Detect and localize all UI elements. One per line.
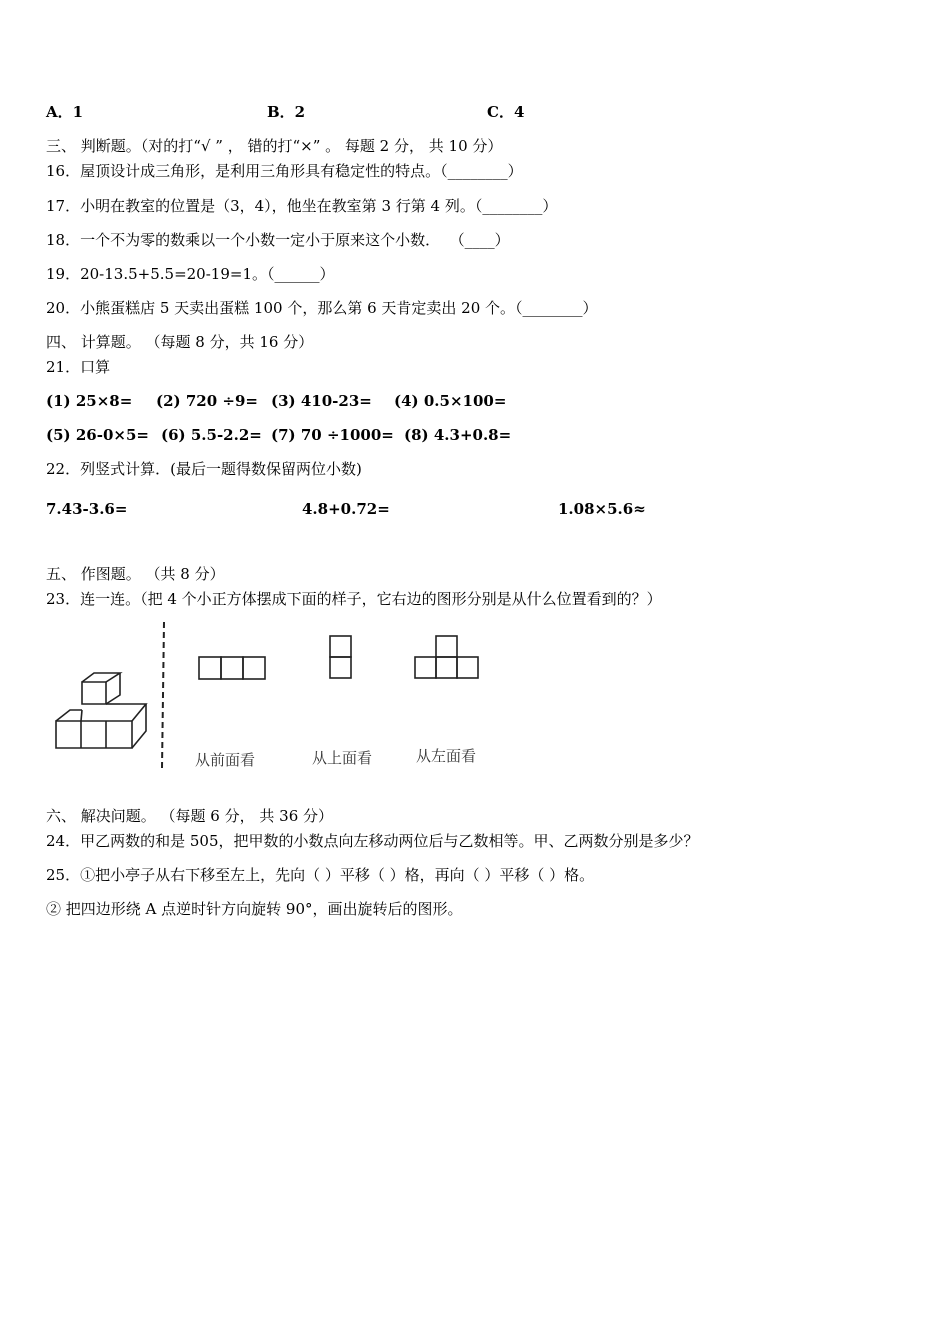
oral-item: (6) 5.5-2.2= <box>161 426 262 444</box>
vertical-calc-item: 4.8+0.72= <box>302 500 390 518</box>
oral-item: (7) 70 ÷1000= <box>271 426 394 444</box>
question-20: 20．小熊蛋糕店 5 天卖出蛋糕 100 个，那么第 6 天肯定卖出 20 个。（________） <box>46 299 598 317</box>
question-24: 24．甲乙两数的和是 505，把甲数的小数点向左移动两位后与乙数相等。甲、乙两数分别是多少？ <box>46 832 699 850</box>
cube-stack-drawing <box>56 673 146 748</box>
question-19: 19．20-13.5+5.5=20-19=1。（______） <box>46 265 335 283</box>
vertical-calc-item: 1.08×5.6≈ <box>558 500 646 518</box>
left-view-shape <box>415 636 478 678</box>
choice-a: A．1 <box>46 103 84 121</box>
oral-item: (2) 720 ÷9= <box>156 392 258 410</box>
oral-item: (8) 4.3+0.8= <box>404 426 512 444</box>
oral-item: (5) 26-0×5= <box>46 426 149 444</box>
section-4-heading: 四、 计算题。 （每题 8 分，共 16 分） <box>46 333 314 351</box>
question-25: 25．①把小亭子从右下移至左上，先向（ ）平移（ ）格，再向（ ）平移（ ）格。 <box>46 866 595 884</box>
question-22: 22．列竖式计算．(最后一题得数保留两位小数) <box>46 460 362 478</box>
question-17: 17．小明在教室的位置是（3，4），他坐在教室第 3 行第 4 列。（________） <box>46 197 558 215</box>
question-16: 16．屋顶设计成三角形，是利用三角形具有稳定性的特点。（________） <box>46 162 523 180</box>
label-top-view: 从上面看 <box>312 749 373 767</box>
oral-item: (3) 410-23= <box>271 392 372 410</box>
question-25-part-2: ② 把四边形绕 A 点逆时针方向旋转 90°，画出旋转后的图形。 <box>46 900 463 918</box>
top-view-shape <box>330 636 351 678</box>
label-front-view: 从前面看 <box>195 751 256 769</box>
choice-b: B．2 <box>267 103 306 121</box>
label-left-view: 从左面看 <box>416 747 477 765</box>
front-view-shape <box>199 657 265 679</box>
dashed-divider <box>162 622 164 768</box>
section-3-heading: 三、 判断题。（对的打“√ ” ， 错的打“×” 。 每题 2 分， 共 10 分） <box>46 137 503 155</box>
vertical-calc-item: 7.43-3.6= <box>46 500 128 518</box>
oral-item: (4) 0.5×100= <box>394 392 507 410</box>
oral-item: (1) 25×8= <box>46 392 133 410</box>
question-21: 21．口算 <box>46 358 111 376</box>
question-23: 23．连一连。（把 4 个小正方体摆成下面的样子，它右边的图形分别是从什么位置看到的？） <box>46 590 662 608</box>
section-6-heading: 六、 解决问题。 （每题 6 分， 共 36 分） <box>46 807 334 825</box>
section-5-heading: 五、 作图题。 （共 8 分） <box>46 565 225 583</box>
choice-c: C．4 <box>487 103 525 121</box>
cube-views-figure <box>40 618 510 778</box>
question-18: 18．一个不为零的数乘以一个小数一定小于原来这个小数． （____） <box>46 231 510 249</box>
